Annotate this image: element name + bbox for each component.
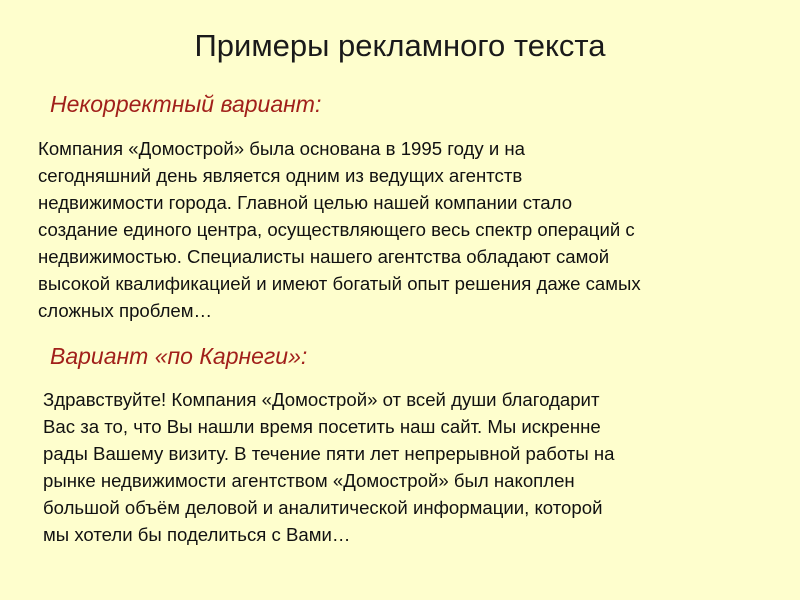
section-text-carnegie [43, 386, 614, 548]
text-line: рынке недвижимости агентством «Домострой» был накоплен [43, 470, 575, 491]
section-heading-carnegie: Вариант «по Карнеги»: [50, 343, 308, 369]
text-line: недвижимостью. Специалисты нашего агентства обладают самой [38, 246, 610, 267]
text-line: Компания «Домострой» была основана в 1995 году и на [38, 138, 526, 159]
section-text-incorrect [38, 135, 641, 324]
slide-title: Примеры рекламного текста [194, 28, 606, 63]
text-line: рады Вашему визиту. В течение пяти лет непрерывной работы на [43, 443, 615, 464]
text-line: большой объём деловой и аналитической информации, которой [43, 497, 603, 518]
text-line: создание единого центра, осуществляющего весь спектр операций с [38, 219, 635, 240]
text-line: Здравствуйте! Компания «Домострой» от всей души благодарит [43, 389, 600, 410]
text-line: сложных проблем… [38, 300, 213, 321]
section-heading-incorrect: Некорректный вариант: [50, 91, 322, 117]
text-line: Вас за то, что Вы нашли время посетить наш сайт. Мы искренне [43, 416, 601, 437]
text-line: мы хотели бы поделиться с Вами… [43, 524, 351, 545]
text-line: сегодняшний день является одним из ведущих агентств [38, 165, 523, 186]
text-line: недвижимости города. Главной целью нашей компании стало [38, 192, 573, 213]
text-line: высокой квалификацией и имеют богатый опыт решения даже самых [38, 273, 641, 294]
